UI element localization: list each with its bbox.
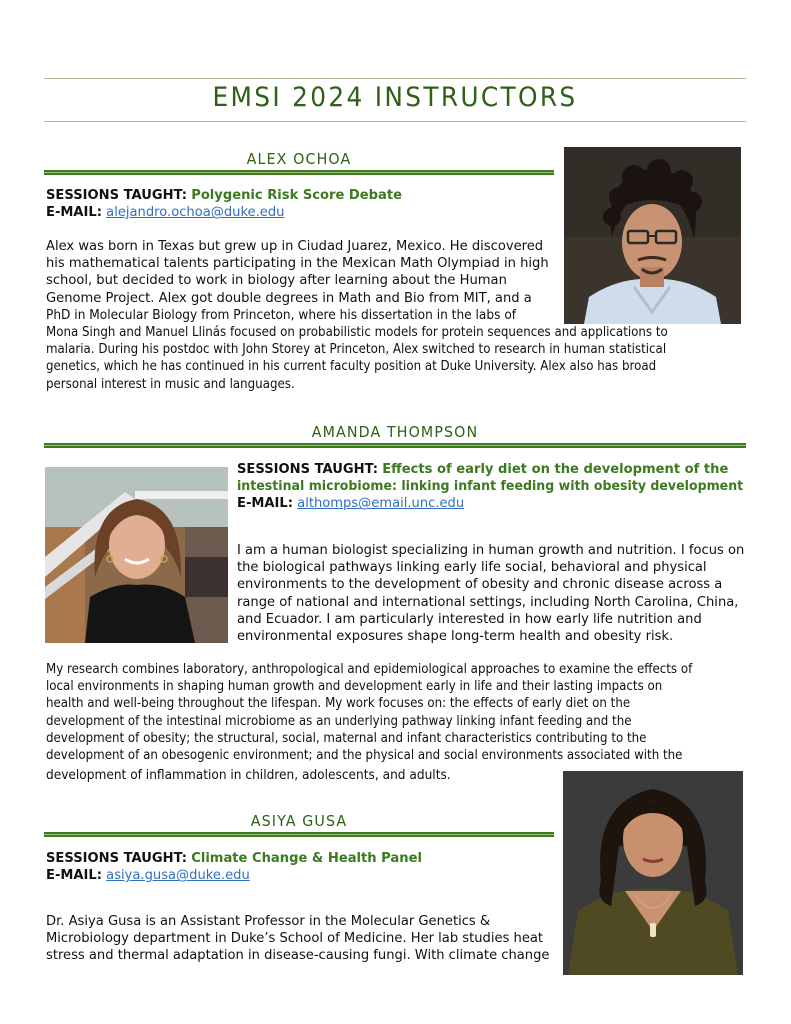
email-link[interactable]: althomps@email.unc.edu (297, 496, 465, 512)
headshot-icon (564, 147, 741, 324)
section-divider (44, 832, 554, 837)
bio-line: Alex was born in Texas but grew up in Ciudad Juarez, Mexico. He discovered (46, 239, 544, 254)
contact-block (237, 461, 747, 513)
photo-amanda-thompson (45, 467, 228, 643)
email-label: E-MAIL: (46, 868, 102, 884)
bio-line: My research combines laboratory, anthropological and epidemiological approaches to examine the effects of (46, 662, 693, 677)
title-rule-top (44, 78, 746, 79)
headshot-icon (563, 771, 743, 975)
bio-line: I am a human biologist specializing in human growth and nutrition. I focus on (237, 543, 745, 558)
email-link[interactable]: alejandro.ochoa@duke.edu (106, 205, 285, 221)
bio-wide (46, 661, 766, 784)
sessions-line (46, 187, 556, 204)
sessions-label: SESSIONS TAUGHT: (237, 462, 379, 477)
photo-alex-ochoa (564, 147, 741, 324)
sessions-label: SESSIONS TAUGHT: (46, 851, 188, 866)
email-label: E-MAIL: (237, 496, 293, 512)
bio-line: school, but decided to work in biology after learning about the Human (46, 273, 507, 289)
bio-line: local environments in shaping human growth and development early in life and their lasting impacts on (46, 679, 663, 695)
sessions-label: SESSIONS TAUGHT: (46, 188, 188, 203)
email-link[interactable]: asiya.gusa@duke.edu (106, 868, 250, 884)
bio-line: development of obesity; the structural, social, maternal and infant characteristics contributing to the (46, 730, 647, 746)
email-label: E-MAIL: (46, 205, 102, 221)
bio-line: Mona Singh and Manuel Llinás focused on probabilistic models for protein sequences and applications to (46, 325, 668, 340)
bio-line: development of the intestinal microbiome as an underlying pathway linking infant feeding and the (46, 713, 632, 729)
section-divider (44, 443, 746, 448)
bio-line: stress and thermal adaptation in disease-causing fungi. With climate change (46, 948, 550, 964)
email-line (46, 867, 556, 884)
contact-block (46, 850, 556, 884)
email-line (46, 204, 556, 221)
email-line (237, 495, 747, 512)
bio-line: the biological pathways linking early life social, behavioral and physical (237, 560, 707, 576)
bio-line: Microbiology department in Duke’s School of Medicine. Her lab studies heat (46, 931, 544, 947)
bio-line: environments to the development of obesity and chronic disease across a (237, 577, 723, 593)
bio-line: personal interest in music and languages. (46, 376, 295, 392)
title-rule-bottom (44, 121, 746, 122)
photo-asiya-gusa (563, 771, 743, 975)
sessions-value: Polygenic Risk Score Debate (191, 188, 403, 203)
bio-line: development of inflammation in children, adolescents, and adults. (46, 768, 451, 784)
sessions-line (46, 850, 556, 867)
instructor-name: ALEX OCHOA (246, 150, 352, 168)
bio-line: environmental exposures shape long-term health and obesity risk. (237, 629, 674, 645)
bio-line: genetics, which he has continued in his current faculty position at Duke University. Alex also has broad (46, 359, 657, 375)
bio-line: Dr. Asiya Gusa is an Assistant Professor in the Molecular Genetics & (46, 914, 491, 929)
bio-narrow (46, 238, 558, 324)
bio-line: development of an obesogenic environment; and the physical and social environments associated with the (46, 748, 683, 764)
bio-line: and Ecuador. I am particularly interested in how early life nutrition and (237, 611, 702, 627)
page-title: EMSI 2024 INSTRUCTORS (212, 82, 578, 113)
contact-block (46, 187, 556, 221)
bio-line: PhD in Molecular Biology from Princeton, where his dissertation in the labs of (46, 307, 517, 323)
headshot-icon (45, 467, 228, 643)
instructor-name: ASIYA GUSA (250, 812, 348, 830)
section-divider (44, 170, 554, 175)
bio-line: range of national and international settings, including North Carolina, China, (237, 594, 739, 610)
sessions-value: Climate Change & Health Panel (191, 851, 422, 866)
sessions-line (237, 461, 747, 478)
bio-line: his mathematical talents participating in the Mexican Math Olympiad in high (46, 256, 549, 272)
bio-narrow (237, 542, 757, 645)
bio-line: Genome Project. Alex got double degrees in Math and Bio from MIT, and a (46, 290, 532, 306)
sessions-value: Effects of early diet on the development of the (382, 462, 729, 477)
bio-line: malaria. During his postdoc with John Storey at Princeton, Alex switched to research in human statistical (46, 342, 667, 358)
bio-wide (46, 324, 766, 393)
bio-narrow (46, 913, 558, 965)
bio-line: health and well-being throughout the lifespan. My work focuses on: the effects of early diet on the (46, 696, 631, 712)
instructor-name: AMANDA THOMPSON (311, 423, 479, 441)
sessions-value-cont: intestinal microbiome: linking infant feeding with obesity development (237, 479, 744, 495)
